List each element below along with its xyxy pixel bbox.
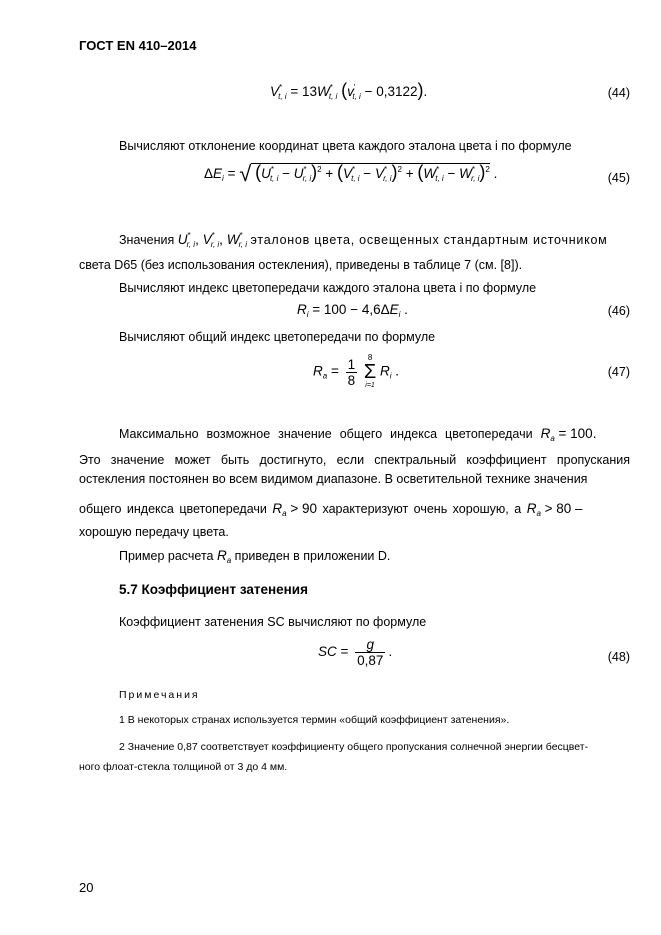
ra-gt-80: $R_a > 80$ – — [526, 501, 583, 518]
paragraph-deviation: Вычисляют отклонение координат цвета каждого эталона цвета i по формуле — [119, 139, 572, 153]
page-number: 20 — [79, 880, 94, 895]
note-2-line-1: 2 Значение 0,87 соответствует коэффициенту общего пропускания солнечной энергии бесцвет- — [119, 741, 589, 753]
example-b: приведен в приложении D. — [234, 549, 391, 563]
example-a: Пример расчета — [119, 549, 214, 563]
paragraph-values-line-2: света D65 (без использования остекления), приведены в таблице 7 (см. [8]). — [79, 258, 523, 272]
equation-number-48: (48) — [607, 650, 630, 664]
values-symbols: $U^*_{r, i}$, $V^*_{r, i}$, $W^*_{r, i}$ — [177, 231, 248, 249]
equation-48: SC = $\frac{g}{0,87}$ . — [318, 637, 393, 668]
example-ra: $R_a$ — [216, 548, 232, 565]
section-heading: 5.7 Коэффициент затенения — [119, 582, 308, 597]
notes-heading: Примечания — [119, 689, 200, 701]
equation-number-46: (46) — [607, 304, 630, 318]
paragraph-example — [119, 546, 390, 570]
paragraph-max-line-1 — [119, 424, 630, 448]
max-line-4-a: общего индекса цветопередачи — [79, 502, 267, 516]
values-lead: Значения — [119, 233, 175, 247]
equation-number-44: (44) — [607, 86, 630, 100]
max-line-1-text: Максимально возможное значение общего индекса цветопередачи — [119, 427, 533, 441]
note-1: 1 В некоторых странах используется термин «общий коэффициент затенения». — [119, 714, 510, 726]
ra-gt-90: $R_a > 90$ — [272, 501, 317, 518]
paragraph-max-line-4 — [79, 499, 630, 523]
paragraph-max-body: Это значение может быть достигнуто, если спектральный коэффициент пропускания остекления постоянен во всем видимом диапазоне. В осветительной технике значения — [79, 453, 630, 486]
paragraph-general: Вычисляют общий индекс цветопередачи по формуле — [119, 330, 436, 344]
paragraph-values — [119, 226, 630, 254]
equation-45: $\Delta E_i$ = √ $(U^*_{t, i} - U^*_{r, i})^2 + (V^*_{t, i} - V^*_{r, i})^2 + (W^*_{t, i} - W^*_{r, i})^2$ . — [204, 161, 498, 186]
equation-47: $R_a$ = $\frac{1}{8}$ 8 Σ i=1 $R_i$ . — [313, 353, 400, 389]
note-2-line-2: ного флоат-стекла толщиной от 3 до 4 мм. — [79, 761, 288, 773]
equation-number-47: (47) — [607, 365, 630, 379]
max-ra-value: $R_a = 100$. — [540, 426, 597, 443]
equation-46: $R_i = 100 - 4,6\Delta E_i$ . — [297, 302, 408, 319]
equation-44: $V^*_{t, i} = 13W^*_{t, i}$ $(v'_{t, i} - 0,3122)$. — [270, 80, 428, 101]
max-line-4-b: характеризуют очень хорошую, а — [322, 502, 522, 516]
paragraph-sc: Коэффициент затенения SC вычисляют по формуле — [119, 615, 427, 629]
paragraph-max-last: хорошую передачу цвета. — [79, 525, 229, 539]
equation-number-45: (45) — [607, 171, 630, 185]
values-line-1: эталонов цвета, освещенных стандартным источником — [250, 233, 608, 247]
document-header: ГОСТ EN 410–2014 — [79, 38, 197, 53]
paragraph-index: Вычисляют индекс цветопередачи каждого эталона цвета i по формуле — [119, 281, 537, 295]
